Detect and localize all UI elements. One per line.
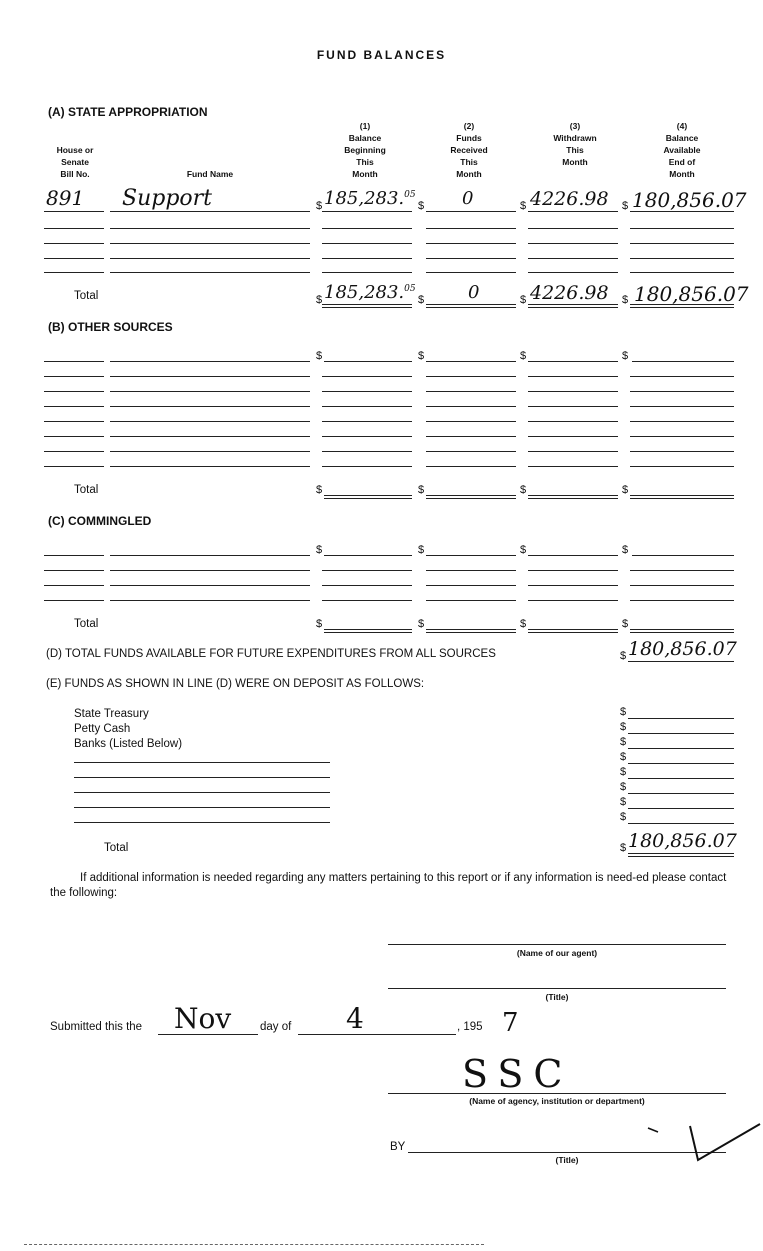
line-d-value: 180,856.07 [628, 638, 737, 660]
agent-title-caption: (Title) [545, 992, 569, 1002]
line-d-dollar: $ [620, 650, 627, 662]
deposit-state-treasury: State Treasury [74, 708, 149, 720]
deposit-total-dollar: $ [620, 842, 627, 854]
header-bill-no: House or Senate Bill No. [56, 145, 94, 179]
header-col4: (4) Balance Available End of Month [663, 121, 701, 179]
row-bill-no: 891 [46, 186, 85, 210]
submitted-month-value: 4 [346, 1002, 364, 1035]
deposit-banks: Banks (Listed Below) [74, 738, 183, 750]
total-a-c1-dollar: $ [316, 294, 323, 306]
submitted-mid: day of [260, 1021, 292, 1033]
total-a-c2-dollar: $ [418, 294, 425, 306]
line-e-label: (E) FUNDS AS SHOWN IN LINE (D) WERE ON DEPOSIT AS FOLLOWS: [46, 678, 425, 690]
section-a-label: (A) STATE APPROPRIATION [48, 105, 208, 119]
submitted-prefix: Submitted this the [50, 1021, 143, 1033]
form-title: FUND BALANCES [316, 48, 447, 62]
row-c1-value: 185,283.05 [324, 188, 416, 209]
agent-name-line [388, 944, 726, 945]
total-a-c4-value: 180,856.07 [634, 282, 749, 306]
deposit-total-label: Total [104, 842, 129, 854]
row-c4-value: 180,856.07 [632, 188, 747, 212]
submitted-day-value: Nov [174, 1002, 232, 1035]
total-a-c1-value: 185,283.05 [324, 282, 416, 303]
row-c3-value: 4226.98 [530, 188, 609, 210]
agent-name-caption: (Name of our agent) [516, 948, 598, 958]
submitted-year-prefix: , 195 [457, 1021, 483, 1033]
row-c3-dollar: $ [520, 200, 527, 212]
section-c-label: (C) COMMINGLED [48, 514, 152, 528]
agency-value: SSC [462, 1052, 573, 1096]
submitted-year-value: 7 [502, 1008, 519, 1038]
line-d-label: (D) TOTAL FUNDS AVAILABLE FOR FUTURE EXPENDITURES FROM ALL SOURCES [46, 648, 496, 660]
row-c1-dollar: $ [316, 200, 323, 212]
section-b-label: (B) OTHER SOURCES [48, 320, 173, 334]
scan-edge [24, 1244, 484, 1245]
month-line [298, 1034, 456, 1035]
row-fund-name: Support [122, 186, 213, 211]
header-col1: (1) Balance Beginning This Month [344, 121, 386, 179]
row-c2-dollar: $ [418, 200, 425, 212]
deposit-petty-cash: Petty Cash [74, 723, 131, 735]
deposit-total-underline [628, 853, 734, 857]
agency-line [388, 1093, 726, 1094]
contact-paragraph: If additional information is needed regarding any matters pertaining to this report or if any information is need-ed please contact the following: [50, 872, 727, 899]
row-c2-value: 0 [462, 188, 474, 209]
header-col2: (2) Funds Received This Month [450, 121, 488, 179]
header-fund-name: Fund Name [186, 169, 234, 179]
agent-title-line [388, 988, 726, 989]
total-a-c3-dollar: $ [520, 294, 527, 306]
row-c4-dollar: $ [622, 200, 629, 212]
line-d-underline [628, 661, 734, 662]
total-a-c2-value: 0 [468, 282, 480, 303]
section-c-total-label: Total [74, 618, 99, 630]
total-a-c3-value: 4226.98 [530, 282, 609, 304]
by-title-caption: (Title) [555, 1155, 579, 1165]
deposit-total-value: 180,856.07 [628, 830, 737, 852]
by-signature-mark [640, 1118, 762, 1170]
section-b-total-label: Total [74, 484, 99, 496]
total-a-c4-dollar: $ [622, 294, 629, 306]
by-label: BY [390, 1141, 406, 1153]
section-a-total-label: Total [74, 290, 99, 302]
agency-caption: (Name of agency, institution or department) [469, 1096, 645, 1106]
header-col3: (3) Withdrawn This Month [553, 121, 597, 167]
